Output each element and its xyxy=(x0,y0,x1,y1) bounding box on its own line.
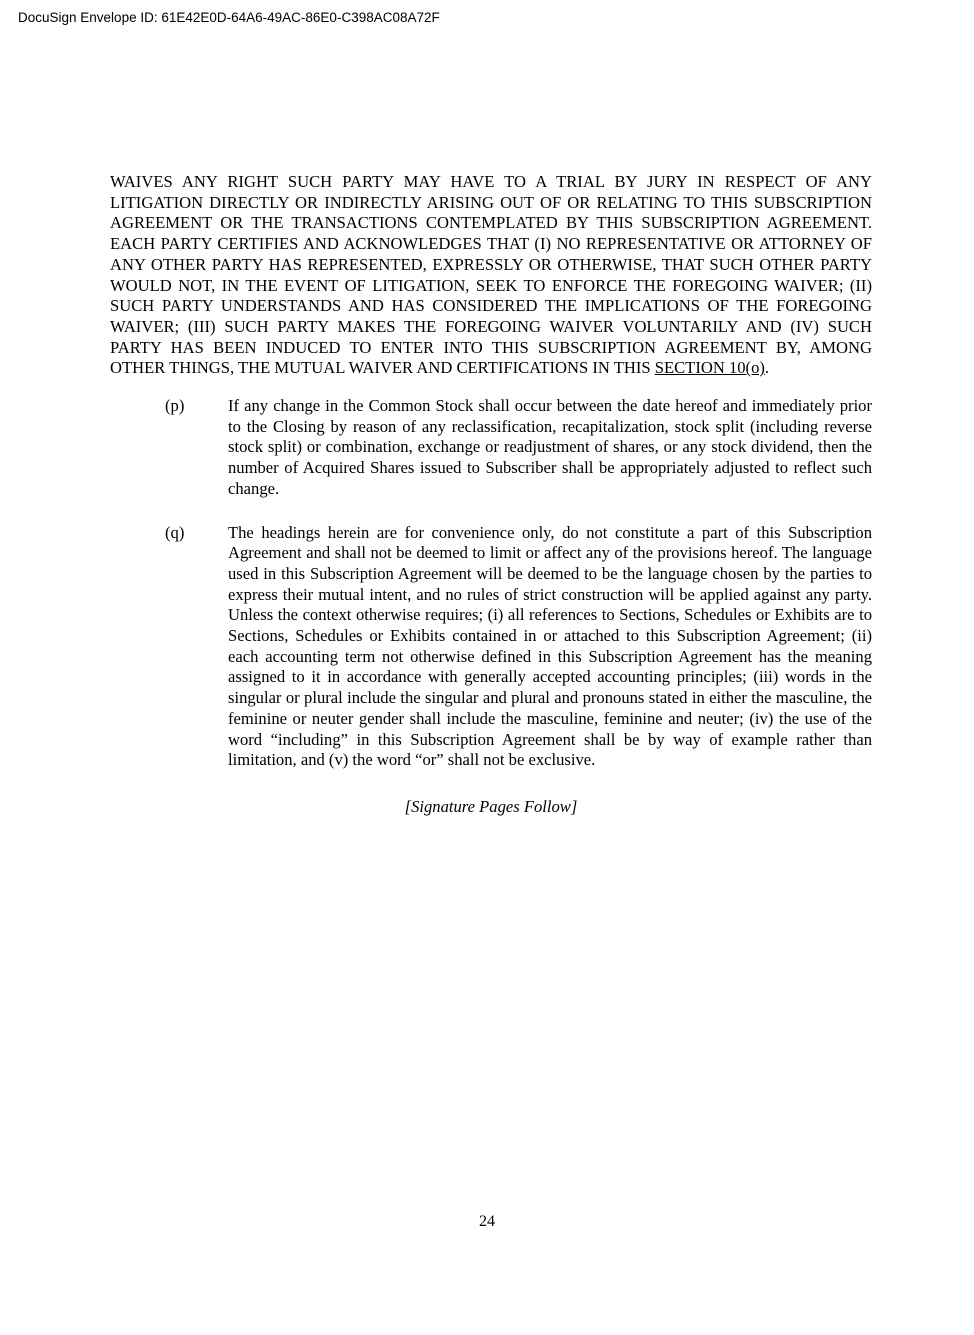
jury-waiver-paragraph xyxy=(110,172,872,379)
docusign-envelope-id: DocuSign Envelope ID: 61E42E0D-64A6-49AC-86E0-C398AC08A72F xyxy=(18,10,440,25)
section-10o-reference: SECTION 10(o) xyxy=(654,358,765,378)
page-number: 24 xyxy=(479,1213,495,1230)
jury-waiver-ending-period: . xyxy=(764,358,770,378)
clause-p xyxy=(110,396,872,500)
clause-q-text: The headings herein are for convenience only, do not constitute a part of this Subscription Agreement and shall not be deemed to limit or affect any of the provisions hereof. The language used in this Subscription Agreement will be deemed to be the language chosen by the parties to express their mutual intent, and no rules of strict construction will be applied against any party. Unless the context otherwise requires; (i) all references to Sections, Schedules or Exhibits are to Sections, Schedules or Exhibits contained in or attached to this Subscription Agreement; (ii) each accounting term not otherwise defined in this Subscription Agreement has the meaning assigned to it in accordance with generally accepted accounting principles; (iii) words in the singular or plural include the singular and plural and pronouns stated in either the masculine, the feminine or neuter gender shall include the masculine, feminine and neuter; (iv) the use of the word “including” in this Subscription Agreement shall be by way of example rather than limitation, and (v) the word “or” shall not be exclusive. xyxy=(228,522,872,770)
clause-q-label: (q) xyxy=(165,522,185,542)
signature-pages-note: [Signature Pages Follow] xyxy=(404,796,578,816)
clause-p-label: (p) xyxy=(165,396,185,416)
document-body xyxy=(110,172,872,818)
jury-waiver-text: WAIVES ANY RIGHT SUCH PARTY MAY HAVE TO A TRIAL BY JURY IN RESPECT OF ANY LITIGATION DIRECTLY OR INDIRECTLY ARISING OUT OF OR RELATING TO THIS SUBSCRIPTION AGREEMENT OR THE TRANSACTIONS CONTEMPLATED BY THIS SUBSCRIPTION AGREEMENT. EACH PARTY CERTIFIES AND ACKNOWLEDGES THAT (I) NO REPRESENTATIVE OR ATTORNEY OF ANY OTHER PARTY HAS REPRESENTED, EXPRESSLY OR OTHERWISE, THAT SUCH OTHER PARTY WOULD NOT, IN THE EVENT OF LITIGATION, SEEK TO ENFORCE THE FOREGOING WAIVER; (II) SUCH PARTY UNDERSTANDS AND HAS CONSIDERED THE IMPLICATIONS OF THE FOREGOING WAIVER; (III) SUCH PARTY MAKES THE FOREGOING WAIVER VOLUNTARILY AND (IV) SUCH PARTY HAS BEEN INDUCED TO ENTER INTO THIS SUBSCRIPTION AGREEMENT BY, AMONG OTHER THINGS, THE MUTUAL WAIVER AND CERTIFICATIONS IN THIS xyxy=(110,172,872,378)
clause-q xyxy=(110,523,872,771)
clause-p-text: If any change in the Common Stock shall occur between the date hereof and immediately prior to the Closing by reason of any reclassification, recapitalization, stock split (including reverse stock split) or combination, exchange or readjustment of shares, or any stock dividend, then the number of Acquired Shares issued to Subscriber shall be appropriately adjusted to reflect such change. xyxy=(228,396,872,498)
